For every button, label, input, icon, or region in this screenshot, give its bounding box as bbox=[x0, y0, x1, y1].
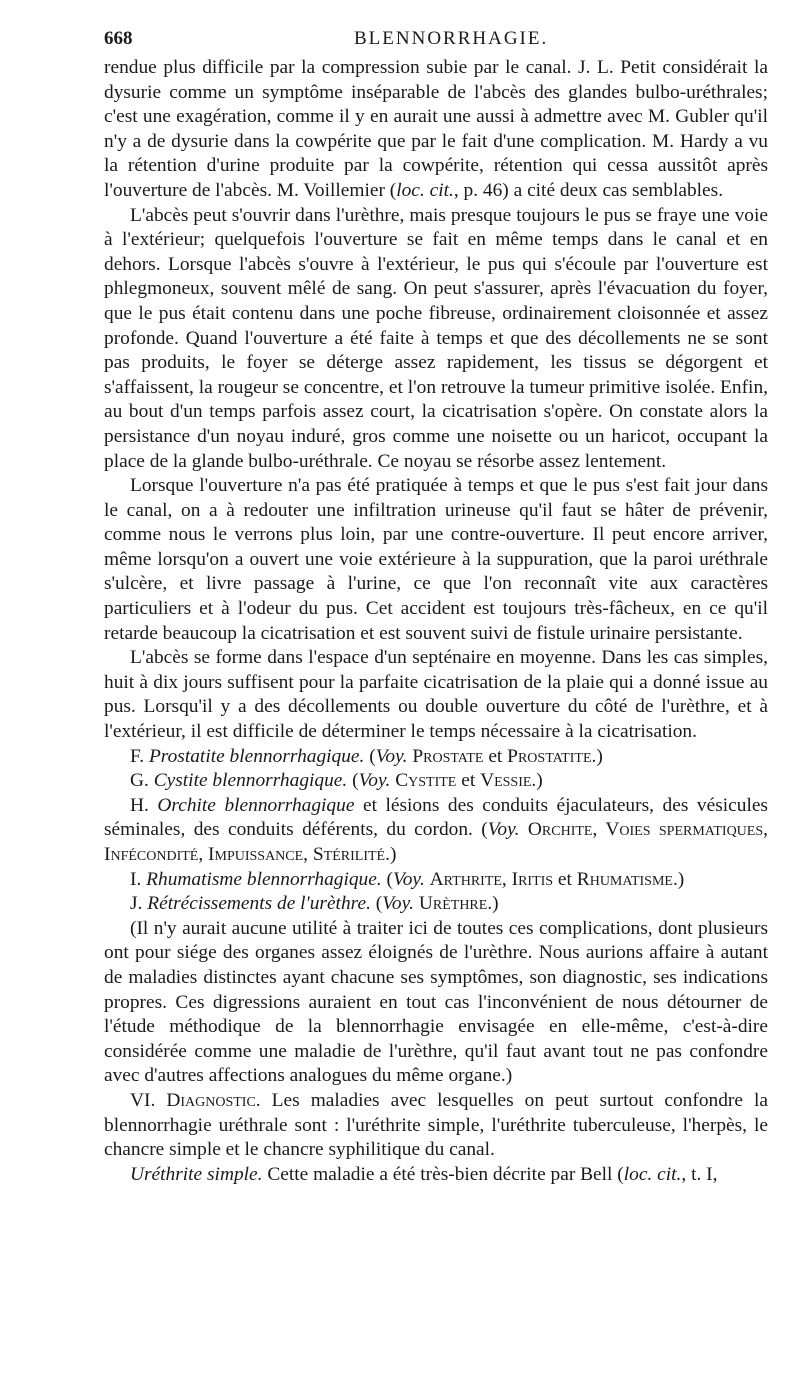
text-segment: ( bbox=[364, 745, 376, 767]
paragraph-p1 bbox=[104, 204, 768, 475]
text-segment: Vessie bbox=[480, 770, 532, 792]
text-segment: Voy. bbox=[382, 893, 415, 915]
text-segment: Prostate bbox=[412, 745, 484, 767]
text-segment: .) bbox=[385, 844, 397, 865]
running-title: BLENNORRHAGIE. bbox=[354, 28, 549, 49]
text-segment: et bbox=[553, 868, 577, 890]
paragraph-p3 bbox=[104, 646, 768, 744]
paragraph-p11 bbox=[104, 1163, 768, 1188]
text-segment: I. bbox=[130, 868, 147, 890]
paragraph-p0 bbox=[104, 56, 768, 204]
text-segment: et lésions des conduits éjaculateurs, des vésicules séminales, des conduits déférents, du cordon. ( bbox=[104, 794, 768, 841]
text-segment: loc. cit. bbox=[396, 179, 454, 201]
page-header bbox=[104, 28, 764, 52]
text-segment: .) bbox=[672, 868, 685, 890]
text-segment: et bbox=[456, 770, 481, 792]
text-segment: Prostatite bbox=[507, 745, 592, 767]
text-segment: Les maladies avec lesquelles on peut surtout confondre la blennorrhagie uréthrale sont : l'uréthrite simple, l'uréthrite tuberculeuse, l'herpès, le chancre simple et le chancre syphilitique du canal. bbox=[104, 1089, 769, 1161]
text-segment: VI. bbox=[130, 1089, 167, 1111]
paragraph-p10 bbox=[104, 1089, 768, 1163]
text-segment: G. bbox=[130, 770, 154, 792]
text-segment bbox=[520, 819, 528, 840]
body-text bbox=[104, 56, 768, 1187]
paragraph-p5 bbox=[104, 769, 768, 794]
text-segment: Urèthre bbox=[418, 893, 488, 915]
text-segment: (Il n'y aurait aucune utilité à traiter ici de toutes ces complications, dont plusieurs ont pour siége des organes assez éloignés de l'urèthre. Nous aurions affaire à autant de maladies distinctes ayant chacune ses symptômes, son diagnostic, ses indications propres. Ces digressions auraient en tout cas l'inconvénient de nous détourner de l'étude méthodique de la blennorrhagie envisagée en elle-même, c'est-à-dire considérée comme une maladie de l'urèthre, qu'il faut avant tout ne pas confondre avec d'autres affections analogues du même organe.) bbox=[104, 917, 768, 1087]
text-segment: Cystite blennorrhagique. bbox=[153, 770, 348, 792]
paragraph-p9 bbox=[104, 917, 768, 1089]
paragraph-p8 bbox=[104, 892, 768, 917]
paragraph-p2 bbox=[104, 474, 768, 646]
text-segment: Arthrite, Iritis bbox=[429, 868, 554, 890]
page-number: 668 bbox=[104, 28, 133, 49]
text-segment: H. bbox=[130, 794, 158, 816]
text-segment: loc. cit. bbox=[623, 1163, 682, 1185]
text-segment: Cystite bbox=[395, 770, 457, 792]
text-segment: Cette maladie a été très-bien décrite par Bell ( bbox=[262, 1163, 624, 1185]
text-segment: J. bbox=[130, 893, 148, 915]
text-segment: Prostatite blennorrhagique. bbox=[148, 745, 365, 767]
paragraph-p7 bbox=[104, 868, 768, 893]
text-segment: Voy. bbox=[487, 819, 520, 841]
text-segment: Voy. bbox=[375, 745, 408, 767]
text-segment: Rétrécissements de l'urèthre. bbox=[147, 893, 371, 915]
text-segment: Diagnostic. bbox=[166, 1089, 261, 1111]
text-segment: Voy. bbox=[393, 868, 425, 890]
text-segment: Rhumatisme blennorrhagique. bbox=[146, 868, 382, 890]
text-segment: , p. 46) a cité deux cas semblables. bbox=[453, 179, 724, 201]
text-segment: Rhumatisme bbox=[576, 868, 673, 890]
paragraph-p4 bbox=[104, 745, 768, 770]
text-segment: Uréthrite simple. bbox=[130, 1163, 263, 1185]
text-segment: , t. I, bbox=[681, 1163, 718, 1185]
text-segment: .) bbox=[487, 893, 499, 915]
text-segment: L'abcès peut s'ouvrir dans l'urèthre, mais presque toujours le pus se fraye une voie à l'extérieur; quelquefois l'ouverture se fait en même temps dans le canal et en dehors. Lorsque l'abcès s'ouvre à l'extérieur, le pus qui s'écoule par l'ouverture est phlegmoneux, souvent mêlé de sang. On peut s'assurer, après l'évacuation du foyer, que le pus était contenu dans une poche fibreuse, ordinairement cloisonnée et assez profonde. Quand l'ouverture a été faite à temps et que des décollements ne se sont pas produits, le foyer se déterge assez rapidement, les tissus se dégorgent et s'affaissent, la rougeur se concentre, et l'on retrouve la tumeur primitive isolée. Enfin, au bout d'un temps parfois assez court, la cicatrisation s'opère. On constate alors la persistance d'un noyau induré, gros comme une noisette ou un haricot, occupant la place de la glande bulbo-uréthrale. Ce noyau se résorbe assez lentement. bbox=[104, 204, 768, 472]
text-segment: et bbox=[483, 745, 508, 767]
text-segment: .) bbox=[591, 745, 603, 767]
text-segment: rendue plus difficile par la compression subie par le canal. J. L. Petit considérait la dysurie comme un symptôme inséparable de l'abcès des glandes bulbo-uréthrales; c'est une exagération, comme il y en aurait une aussi à admettre avec M. Gubler qu'il n'y a de dysurie dans la cowpérite que par le fait d'une complication. M. Hardy a vu la rétention d'urine produite par la cowpérite, rétention qui cessa aussitôt après l'ouverture de l'abcès. M. Voillemier ( bbox=[104, 57, 768, 201]
text-segment: F. bbox=[130, 745, 149, 767]
text-segment: .) bbox=[531, 770, 543, 792]
text-segment: ( bbox=[347, 770, 359, 792]
text-segment: ( bbox=[381, 868, 394, 890]
text-segment: Orchite blennorrhagique bbox=[157, 794, 355, 816]
text-segment: Orchite, Voies spermatiques, Infécondité, Impuissance, Stérilité bbox=[104, 819, 768, 865]
text-segment: Voy. bbox=[358, 770, 391, 792]
text-segment: Lorsque l'ouverture n'a pas été pratiquée à temps et que le pus s'est fait jour dans le canal, on a à redouter une infiltration urineuse qu'il faut se hâter de prévenir, comme nous le verrons plus loin, par une contre-ouverture. Il peut encore arriver, même lorsqu'on a ouvert une voie extérieure à la suppuration, que la paroi uréthrale s'ulcère, et livre passage à l'urine, ce que l'on reconnaît vite aux caractères particuliers et à l'odeur du pus. Cet accident est toujours très-fâcheux, en ce qu'il retarde beaucoup la cicatrisation et est souvent suivi de fistule urinaire persistante. bbox=[104, 475, 768, 644]
text-segment: L'abcès se forme dans l'espace d'un septénaire en moyenne. Dans les cas simples, huit à dix jours suffisent pour la parfaite cicatrisation de la plaie qui a donné issue au pus. Lorsqu'il y a des décollements ou double ouverture du côté de l'urèthre, et à l'extérieur, il est difficile de déterminer le temps nécessaire à la cicatrisation. bbox=[104, 647, 768, 743]
paragraph-p6 bbox=[104, 794, 768, 868]
text-segment: ( bbox=[370, 893, 383, 915]
